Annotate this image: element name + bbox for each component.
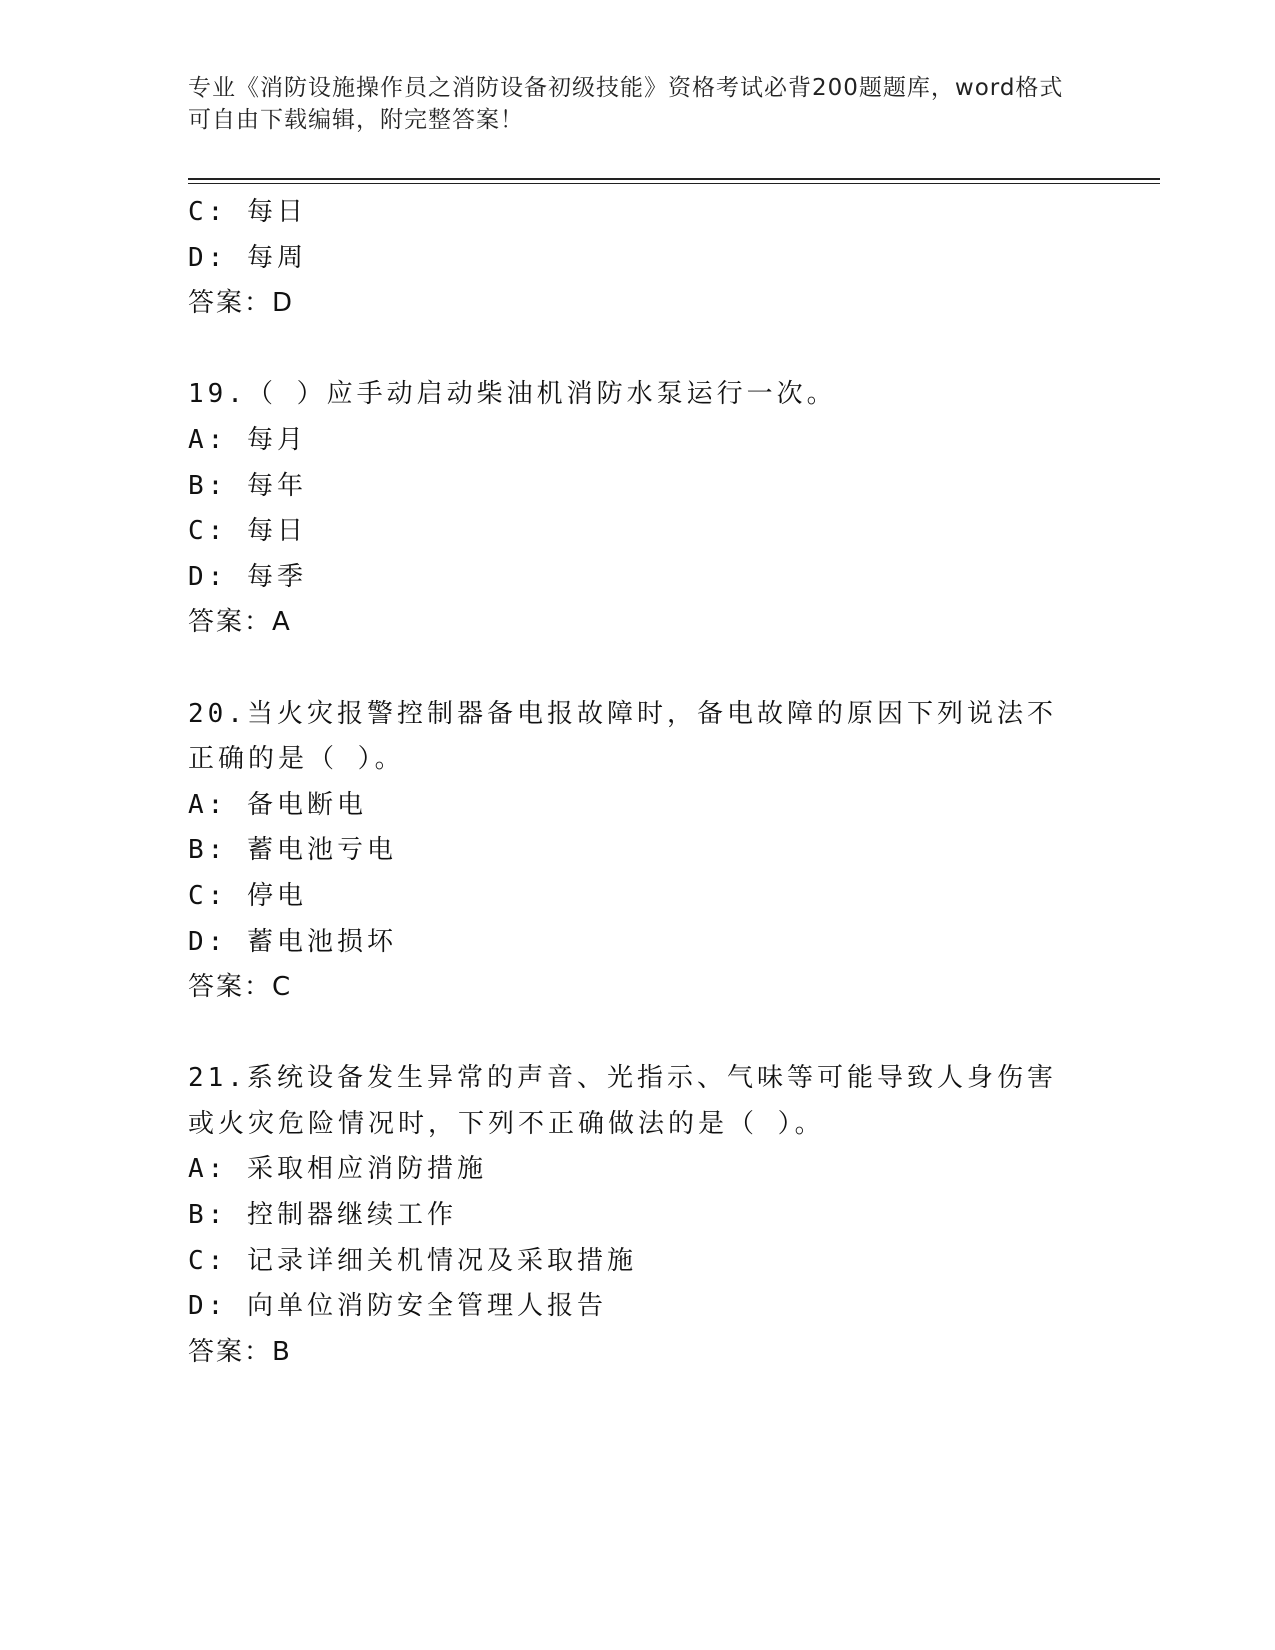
- previous-question-block: [188, 190, 1088, 327]
- header-divider-thick: [188, 178, 1160, 180]
- question-20-block: [188, 692, 1088, 1011]
- question-21-text: 21.系统设备发生异常的声音、光指示、气味等可能导致人身伤害或火灾危险情况时，下列不正确做法的是（ ）。: [188, 1063, 1057, 1139]
- option-a: A: 采取相应消防措施: [188, 1154, 487, 1185]
- spacer: [188, 1011, 1088, 1057]
- answer-line: 答案：D: [188, 288, 295, 319]
- question-19-text: 19.（ ）应手动启动柴油机消防水泵运行一次。: [188, 379, 837, 410]
- option-a: A: 每月: [188, 424, 307, 455]
- answer-line: 答案：C: [188, 972, 293, 1003]
- option-b: B: 控制器继续工作: [188, 1200, 457, 1231]
- option-d: D: 每季: [188, 561, 307, 592]
- spacer: [188, 646, 1088, 692]
- question-21-block: [188, 1056, 1088, 1375]
- option-c: C: 每日: [188, 197, 307, 227]
- header-divider-thin: [188, 183, 1160, 184]
- spacer: [188, 327, 1088, 373]
- question-20-text: 20.当火灾报警控制器备电报故障时，备电故障的原因下列说法不正确的是（ ）。: [188, 698, 1057, 775]
- answer-line: 答案：A: [188, 607, 292, 638]
- question-19-block: [188, 372, 1088, 646]
- option-c: C: 每日: [188, 516, 307, 547]
- option-c: C: 停电: [188, 880, 307, 911]
- option-b: B: 蓄电池亏电: [188, 835, 397, 866]
- option-b: B: 每年: [188, 470, 307, 501]
- document-header: 专业《消防设施操作员之消防设备初级技能》资格考试必背200题题库，word格式可自由下载编辑，附完整答案！: [188, 75, 1064, 133]
- option-c: C: 记录详细关机情况及采取措施: [188, 1245, 637, 1276]
- option-d: D: 每周: [188, 242, 307, 273]
- option-a: A: 备电断电: [188, 789, 367, 820]
- question-content: [188, 190, 1088, 1375]
- answer-line: 答案：B: [188, 1336, 292, 1367]
- option-d: D: 蓄电池损坏: [188, 926, 397, 957]
- option-d: D: 向单位消防安全管理人报告: [188, 1291, 607, 1322]
